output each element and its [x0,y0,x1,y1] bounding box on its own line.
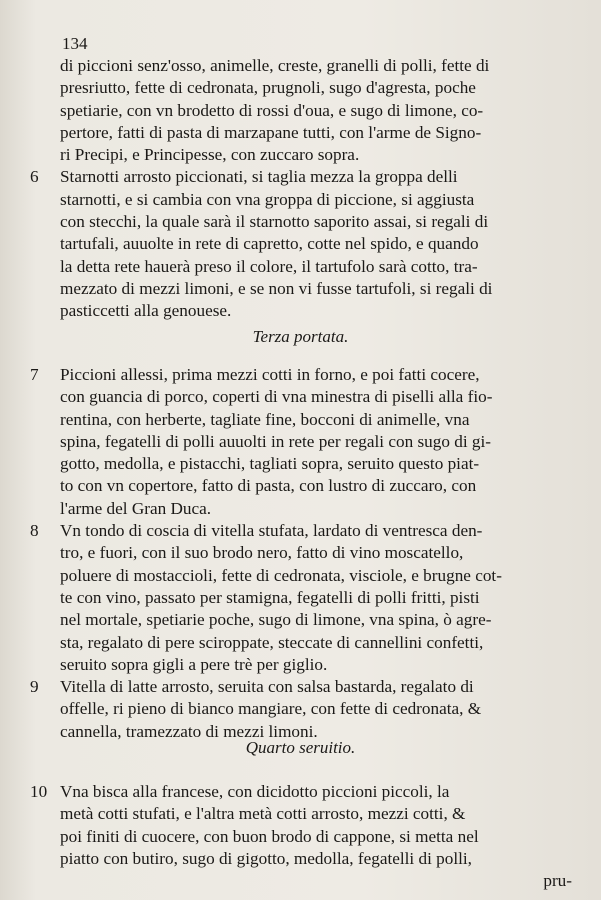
item-number: 6 [30,167,39,187]
text-line: spina, fegatelli di polli auuolti in rete per regali con sugo di gi- [60,431,492,451]
item-number: 7 [30,365,39,384]
text-line: starnotti, e si cambia con vna groppa di piccione, si aggiusta [60,189,475,209]
recipe-section-quarto [30,781,578,892]
page-number: 134 [62,34,88,53]
text-line: con guancia di porco, coperti di vna minestra di piselli alla fio- [60,387,493,407]
text-line: seruito sopra gigli a pere trè per giglio. [60,654,328,674]
text-line: di piccioni senz'osso, animelle, creste, granelli di polli, fette di [60,56,490,75]
text-line: poi finiti di cuocere, con buon brodo di cappone, si metta nel [60,826,479,846]
text-line: poluere di mostaccioli, fette di cedronata, visciole, e brugne cot- [60,565,502,585]
text-line: piatto con butiro, sugo di gigotto, medolla, fegatelli di polli, [60,848,472,868]
text-line: nel mortale, spetiarie poche, sugo di limone, vna spina, ò agre- [60,610,492,630]
text-line: con stecchi, la quale sarà il starnotto saporito assai, si regali di [60,212,489,232]
text-line: Starnotti arrosto piccionati, si taglia mezza la groppa delli [60,167,458,187]
text-line: pasticcetti alla genouese. [60,301,232,321]
recipe-item-8 [30,520,578,542]
text-line: to con vn copertore, fatto di pasta, con lustro di zuccaro, con [60,476,477,496]
text-line: offelle, ri pieno di bianco mangiare, con fette di cedronata, & [60,699,482,719]
text-line: te con vino, passato per stamigna, fegatelli di polli fritti, pisti [60,587,480,607]
course-heading-terza: Terza portata. [252,327,349,346]
text-line: l'arme del Gran Duca. [60,498,212,518]
text-line: ri Precipi, e Principesse, con zuccaro sopra. [60,145,360,165]
recipe-item-9 [30,676,578,698]
text-line: Vna bisca alla francese, con dicidotto piccioni piccoli, la [60,782,450,801]
text-line: spetiarie, con vn brodetto di rossi d'oua, e sugo di limone, co- [60,100,484,120]
text-line: tro, e fuori, con il suo brodo nero, fatto di vino moscatello, [60,543,464,563]
text-line: pertore, fatti di pasta di marzapane tutti, con l'arme de Signo- [60,122,482,142]
item-number: 8 [30,521,39,541]
text-line: Vitella di latte arrosto, seruita con salsa bastarda, regalato di [60,677,474,697]
text-line: presriutto, fette di cedronata, prugnoli, sugo d'agresta, poche [60,78,476,98]
text-line: Vn tondo di coscia di vitella stufata, lardato di ventresca den- [60,521,483,541]
text-line: Piccioni allessi, prima mezzi cotti in forno, e poi fatti cocere, [60,365,480,384]
text-line: sta, regalato di pere sciroppate, steccate di cannellini confetti, [60,632,484,652]
text-line: mezzato di mezzi limoni, e se non vi fusse tartufoli, si regali di [60,278,493,298]
recipe-item-6 [30,166,578,188]
text-line: cannella, tramezzato di mezzi limoni. [60,721,318,741]
text-line: tartufali, auuolte in rete di capretto, cotte nel spido, e quando [60,234,479,254]
text-line: metà cotti stufati, e l'altra metà cotti arrosto, mezzi cotti, & [60,804,466,824]
recipe-item-10 [30,781,578,803]
text-line: rentina, con herberte, tagliate fine, bocconi di animelle, vna [60,409,470,429]
course-heading-quarto: Quarto seruitio. [245,738,356,757]
text-line: la detta rete hauerà preso il colore, il tartufolo sarà cotto, tra- [60,256,478,276]
item-number: 9 [30,677,39,697]
catchword: pru- [543,871,572,891]
recipe-section-continuation [30,55,578,323]
recipe-section-terza [30,364,578,743]
item-number: 10 [30,782,48,801]
text-line: gotto, medolla, e pistacchi, tagliati sopra, seruito questo piat- [60,454,480,474]
recipe-item-7 [30,364,578,386]
